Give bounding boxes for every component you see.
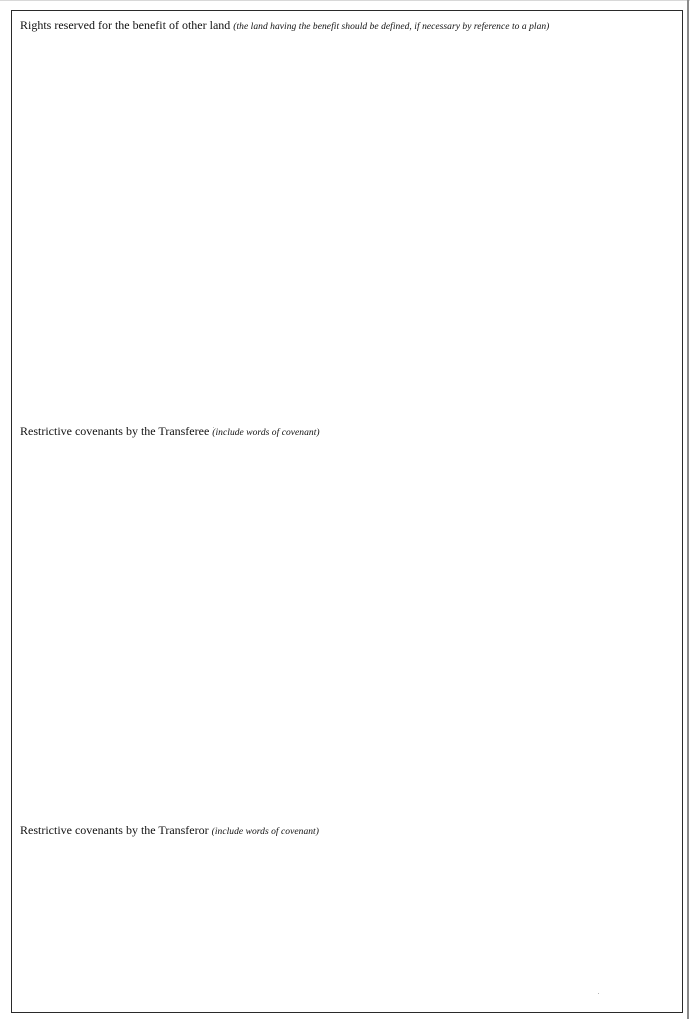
transferor-covenants-panel [12,811,682,1012]
scan-speck [213,427,214,428]
transferor-covenants-heading [20,823,319,839]
scan-speck [598,993,599,994]
rights-reserved-panel [12,11,682,411]
rights-reserved-label: Rights reserved for the benefit of other land [20,18,231,32]
transferor-covenants-label: Restrictive covenants by the Transferor [20,823,209,837]
page-top-edge [0,0,690,1]
form-frame [11,10,683,1013]
page-right-edge [687,0,689,1019]
transferee-covenants-heading [20,424,320,440]
transferee-covenants-label: Restrictive covenants by the Transferee [20,424,210,438]
rights-reserved-note: (the land having the benefit should be defined, if necessary by reference to a plan) [233,22,550,32]
transferee-covenants-panel [12,411,682,811]
transferor-covenants-note: (include words of covenant) [211,827,319,837]
transferee-covenants-note: (include words of covenant) [212,428,320,438]
rights-reserved-heading [20,18,549,34]
